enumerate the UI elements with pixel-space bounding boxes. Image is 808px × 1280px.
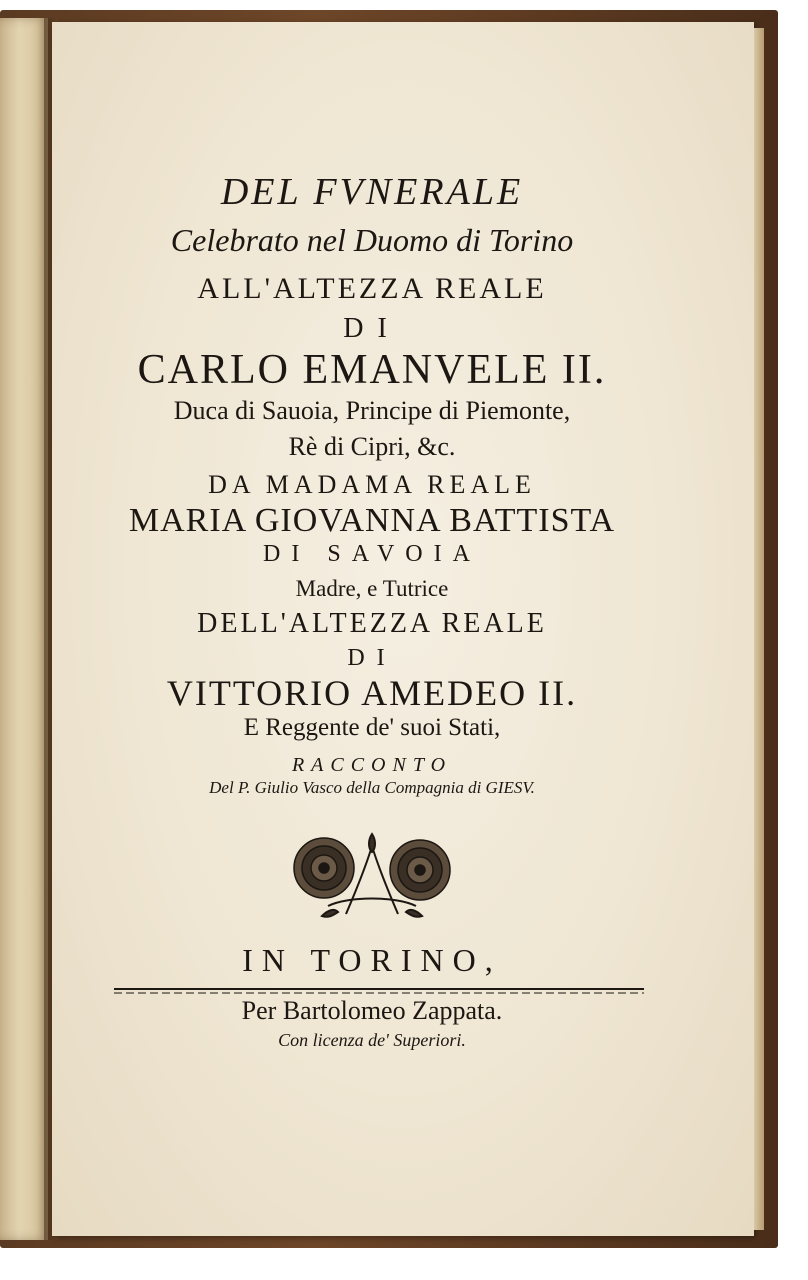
titles-king: Rè di Cipri, &c. [288,432,456,461]
name-carlo-emanuele: CARLO EMANVELE II. [137,347,607,393]
double-rose-woodcut-icon [288,826,456,922]
divider-rule [114,986,644,996]
dedication-di-2: DI [347,645,397,671]
racconto-heading: RACCONTO [291,754,453,776]
place-torino: IN TORINO, [242,942,502,978]
right-page-edge [754,28,764,1230]
title-heading: DEL FVNERALE [220,171,524,213]
printer-line: Per Bartolomeo Zappata. [241,996,503,1025]
regent-line: E Reggente de' suoi Stati, [243,714,501,741]
dedication-line-1: ALL'ALTEZZA REALE [197,272,547,305]
from-madama-reale: DA MADAMA REALE [208,470,536,499]
name-maria-giovanna: MARIA GIOVANNA BATTISTA [128,502,616,539]
mother-guardian: Madre, e Tutrice [295,576,449,601]
left-page-edge [0,18,48,1240]
subtitle-celebrated: Celebrato nel Duomo di Torino [170,222,574,258]
dedication-line-2: DELL'ALTEZZA REALE [197,608,547,639]
license-line: Con licenza de' Superiori. [278,1030,466,1050]
titles-duke: Duca di Sauoia, Principe di Piemonte, [173,396,571,425]
dedication-di-1: DI [343,313,401,344]
name-vittorio-amedeo: VITTORIO AMEDEO II. [166,673,578,713]
author-line: Del P. Giulio Vasco della Compagnia di GIESV. [209,778,535,797]
di-savoia: DI SAVOIA [263,541,481,567]
